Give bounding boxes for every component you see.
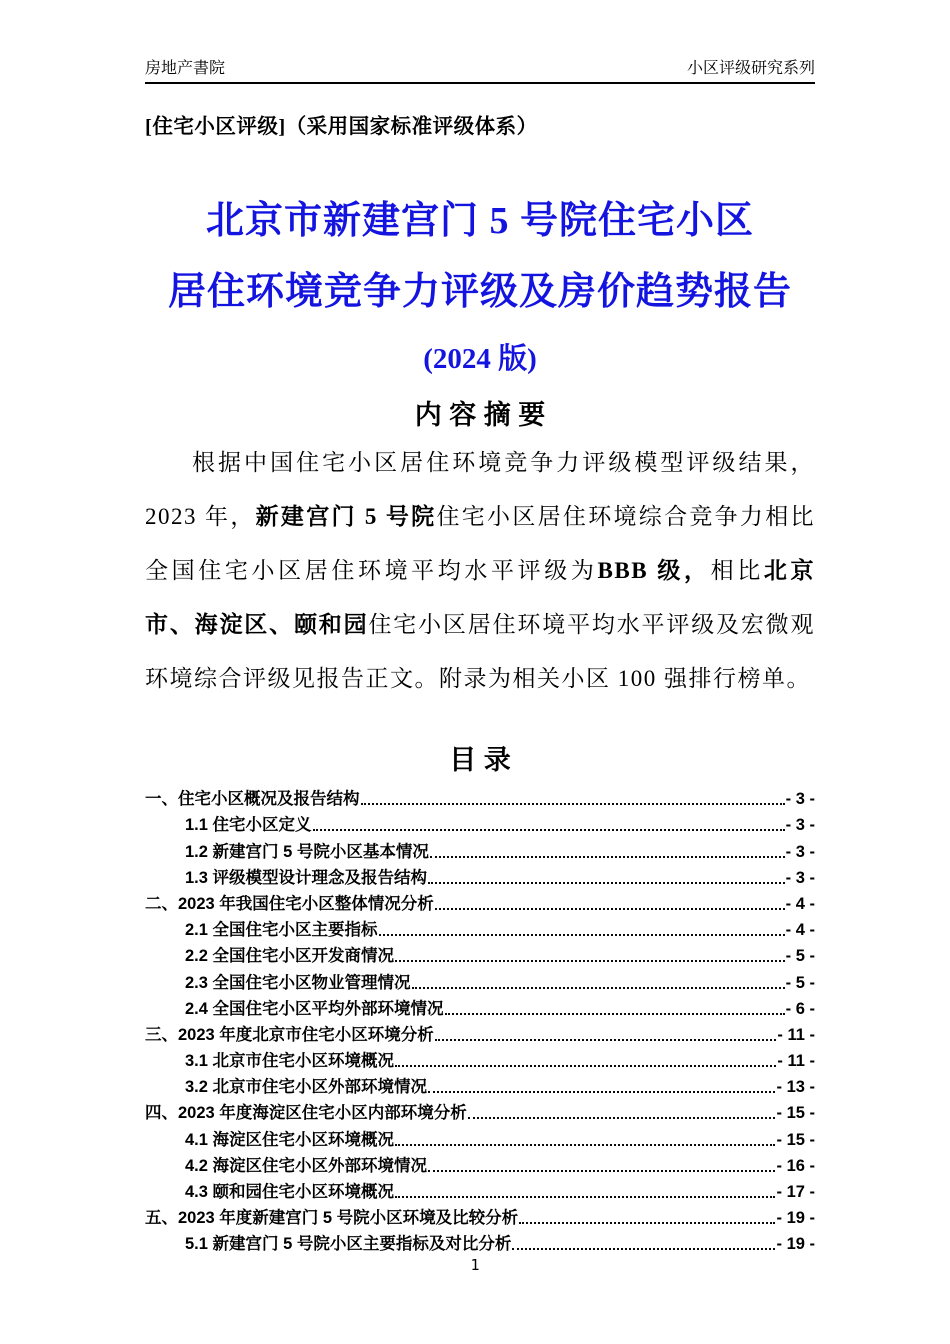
summary-paragraph [145,436,815,706]
page-header [145,55,815,84]
toc-entry-title: 4.3 颐和园住宅小区环境概况 [185,1183,395,1201]
toc-entry [145,940,815,966]
toc-entry-page: - 3 - [785,816,815,835]
report-edition-label: (2024 版) [423,343,537,375]
toc-entry-title: 四、2023 年度海淀区住宅小区内部环境分析 [145,1104,467,1123]
toc-entry-page: - 3 - [785,842,815,861]
page-number: 1 [470,1256,480,1274]
toc-entry [145,1150,815,1176]
report-title-line-2: 居住环境竞争力评级及房价趋势报告 [167,271,792,313]
toc-entry [145,888,815,914]
toc-entry [145,1202,815,1228]
toc-leader-dots [435,908,785,910]
toc-leader-dots [428,1170,775,1172]
toc-entry-title: 1.3 评级模型设计理念及报告结构 [185,868,428,887]
summary-segment: 住宅小区居住环境综合竞争力相比全国住宅小区居住环境平均水平评级为 [145,504,816,583]
toc-entry-title: 2.3 全国住宅小区物业管理情况 [185,973,411,992]
summary-segment: 北京市、海淀区、颐和园 [145,558,816,637]
toc-entry-page: - 3 - [785,868,815,887]
toc-entry [145,1123,815,1149]
toc-entry-page: - 3 - [785,790,815,809]
summary-segment: 新建宫门 5 号院 [255,504,437,529]
toc-entry-page: - 19 - [776,1235,815,1254]
toc-leader-dots [512,1248,775,1250]
report-title-block [145,186,815,388]
toc-entry-title: 三、2023 年度北京市住宅小区环境分析 [145,1025,434,1044]
toc-leader-dots [428,1091,775,1093]
toc-leader-dots [519,1222,775,1224]
toc-entry-title: 2.2 全国住宅小区开发商情况 [185,947,395,966]
toc-leader-dots [313,829,785,831]
toc-entry [145,783,815,809]
toc-entry-title: 3.1 北京市住宅小区环境概况 [185,1052,395,1071]
report-category-label: [住宅小区评级]（采用国家标准评级体系） [145,116,538,138]
toc-leader-dots [361,803,785,805]
toc-leader-dots [428,882,785,884]
toc-entry-page: - 11 - [777,1025,815,1044]
toc-leader-dots [435,1039,777,1041]
toc-heading: 目 录 [449,745,511,775]
toc-entry [145,1071,815,1097]
toc-entry-title: 5.1 新建宫门 5 号院小区主要指标及对比分析 [185,1235,512,1254]
toc-entry-page: - 13 - [776,1078,815,1097]
toc-leader-dots [395,960,785,962]
toc-entry [145,1228,815,1254]
toc-leader-dots [395,1144,775,1146]
header-right-text: 小区评级研究系列 [686,60,815,77]
toc-list [145,783,815,1254]
toc-leader-dots [468,1117,776,1119]
toc-entry-title: 2.4 全国住宅小区平均外部环境情况 [185,999,444,1018]
toc-entry-page: - 11 - [777,1052,815,1071]
toc-entry-title: 1.1 住宅小区定义 [185,816,312,835]
summary-segment: BBB 级， [597,558,711,583]
toc-entry-title: 1.2 新建宫门 5 号院小区基本情况 [185,842,429,861]
toc-entry [145,914,815,940]
toc-entry [145,1176,815,1202]
toc-entry-page: - 15 - [776,1130,815,1149]
toc-entry-page: - 15 - [776,1104,815,1123]
header-left-text: 房地产書院 [145,60,226,77]
report-title-line-1: 北京市新建宫门 5 号院住宅小区 [205,200,754,242]
toc-entry-page: - 16 - [776,1156,815,1175]
toc-leader-dots [412,987,785,989]
summary-heading: 内 容 摘 要 [414,400,546,430]
toc-entry [145,1045,815,1071]
toc-entry-title: 4.2 海淀区住宅小区外部环境情况 [185,1156,428,1175]
toc-entry-title: 五、2023 年度新建宫门 5 号院小区环境及比较分析 [145,1209,519,1228]
toc-entry-title: 一、住宅小区概况及报告结构 [145,790,360,809]
toc-entry-page: - 5 - [785,973,815,992]
toc-entry-page: - 6 - [785,999,815,1018]
toc-entry-page: - 17 - [776,1183,815,1201]
toc-entry-page: - 4 - [785,894,815,913]
toc-leader-dots [445,1013,785,1015]
toc-entry-title: 2.1 全国住宅小区主要指标 [185,921,378,940]
toc-entry-page: - 4 - [785,921,815,940]
summary-segment: 住宅小区居住环境平均水平评级及宏微观环境综合评级见报告正文。附录为相关小区 100 强排行榜单。 [145,612,816,691]
toc-leader-dots [395,1196,775,1198]
toc-entry-title: 二、2023 年我国住宅小区整体情况分析 [145,894,434,913]
toc-entry-title: 3.2 北京市住宅小区外部环境情况 [185,1078,428,1097]
toc-leader-dots [395,1065,776,1067]
toc-entry [145,1097,815,1123]
toc-entry [145,835,815,861]
toc-leader-dots [379,934,785,936]
toc-leader-dots [430,856,785,858]
toc-entry [145,993,815,1019]
toc-entry [145,809,815,835]
toc-entry [145,966,815,992]
summary-segment: 根据中国住宅小区居住环境竞争力评级模型评级结果，2023 年， [145,450,815,529]
summary-segment: 相比 [710,558,764,583]
toc-entry [145,1019,815,1045]
toc-entry-title: 4.1 海淀区住宅小区环境概况 [185,1130,395,1149]
toc-entry-page: - 5 - [785,947,815,966]
toc-entry-page: - 19 - [776,1209,815,1228]
toc-entry [145,862,815,888]
